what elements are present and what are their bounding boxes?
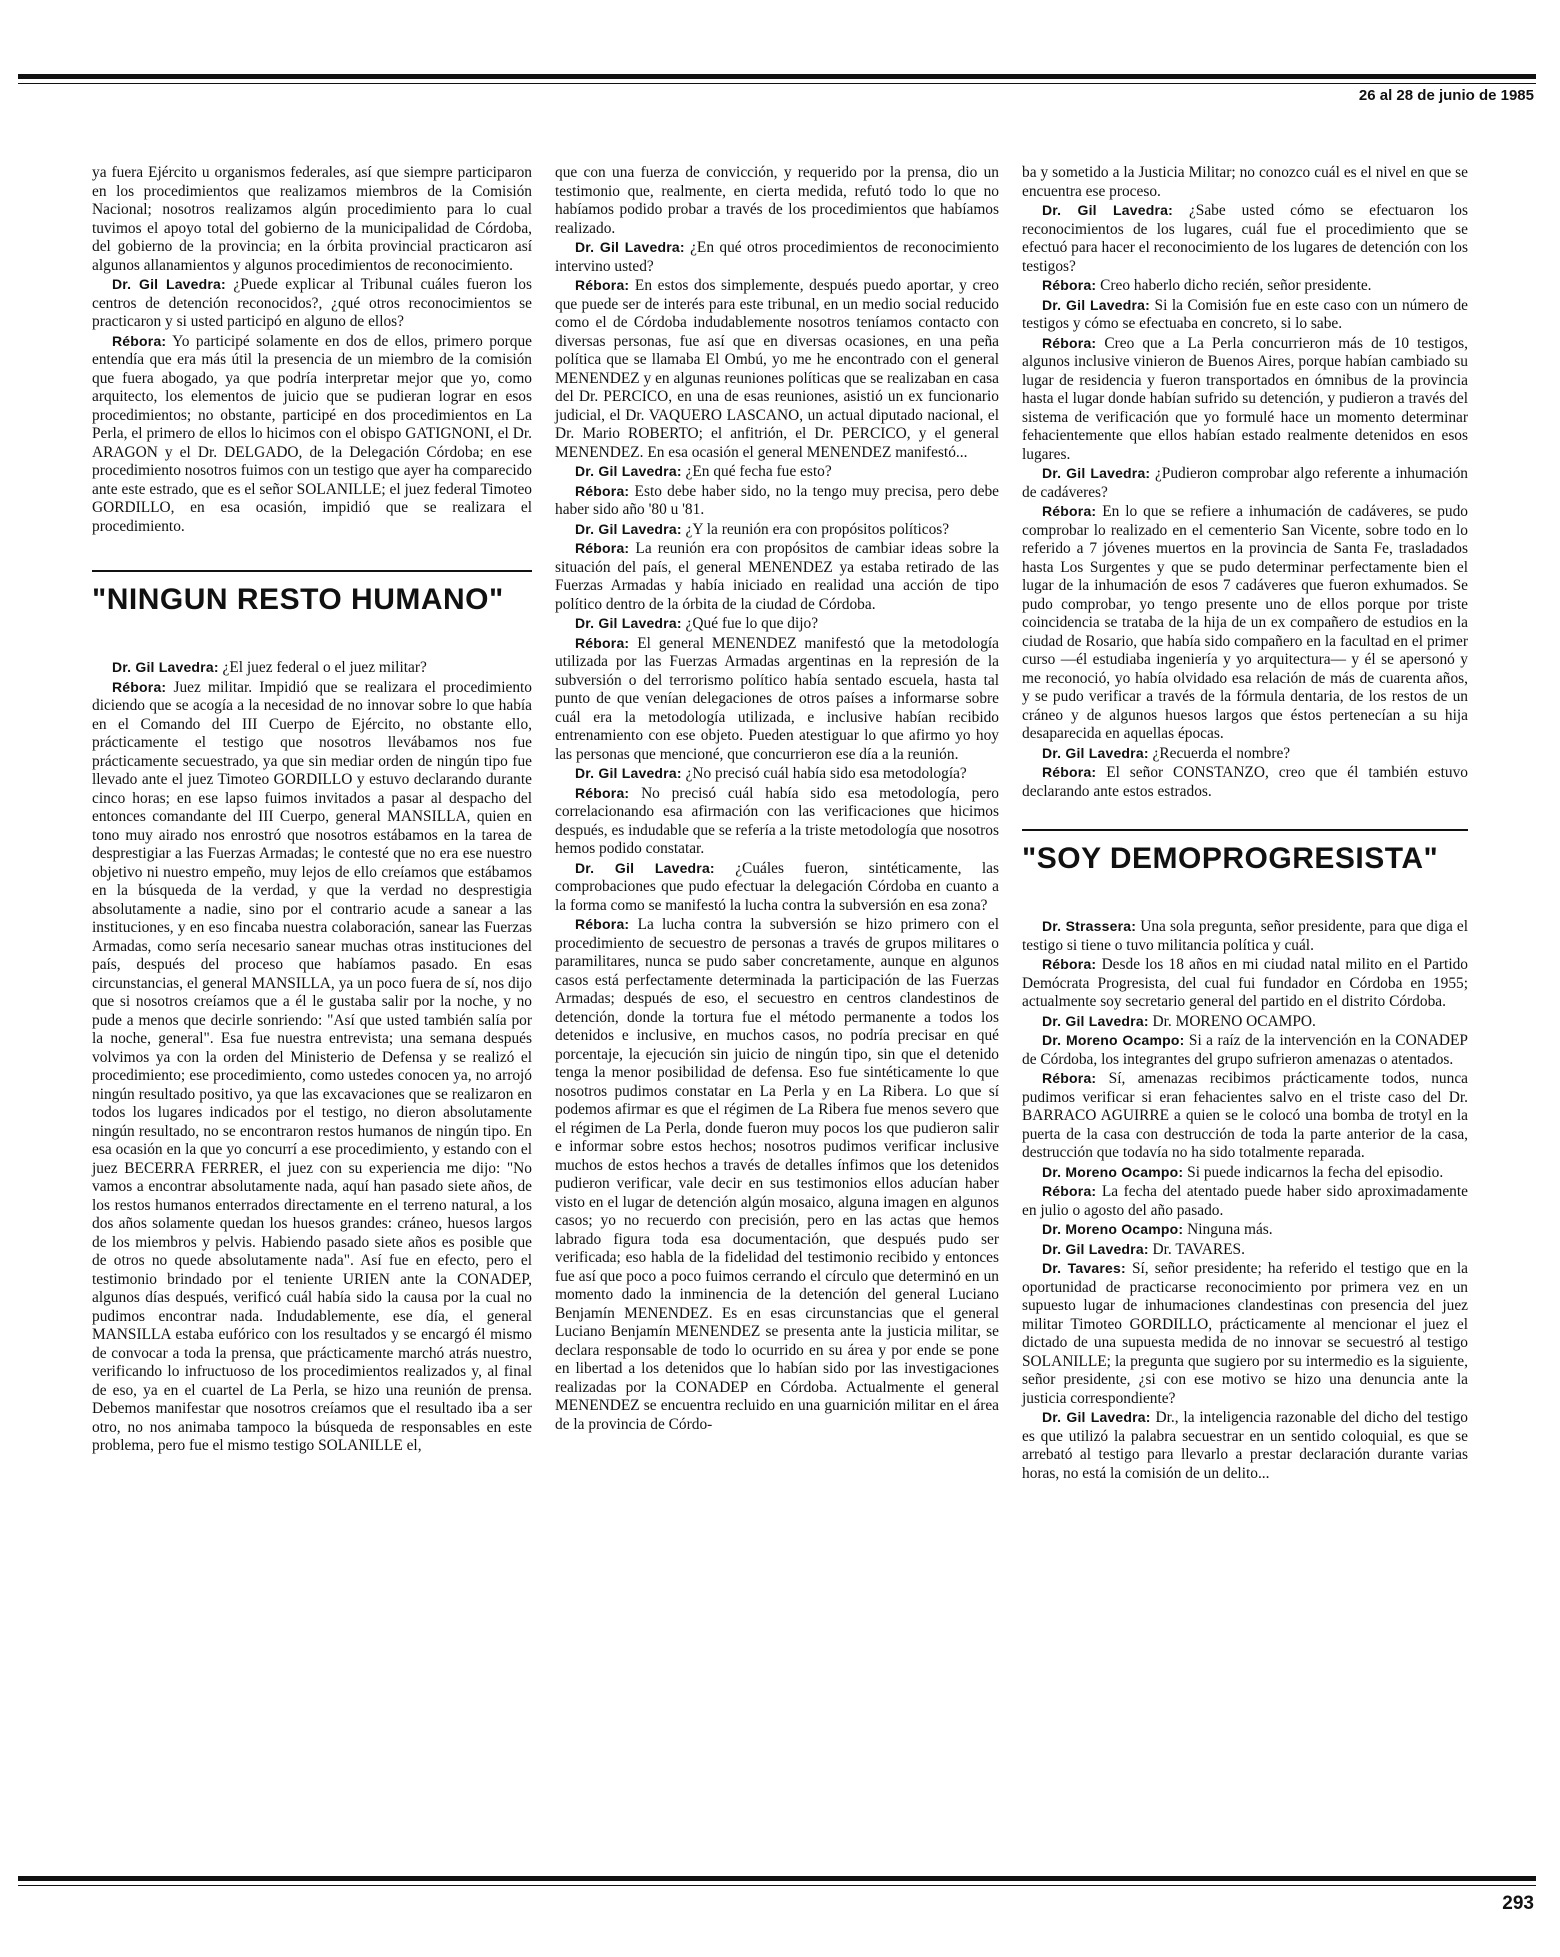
paragraph-text: ¿Sabe usted cómo se efectuaron los reconocimientos de los lugares, cuál fue el procedimiento que se efectuó para hacer el reconocimiento de los lugares de detención con los testigos? (1022, 202, 1468, 275)
paragraph-text: Sí, amenazas recibimos prácticamente todos, nunca pudimos verificar si eran fehacientes salvo en el triste caso del Dr. BARRACO AGUIRRE a quien se le colocó una bomba de trotyl en la puerta de la casa con destrucción de toda la parte anterior de la casa, destrucción que todavía no ha sido totalmente reparada. (1022, 1070, 1468, 1161)
bottom-rule-thin (18, 1885, 1536, 1886)
continued-paragraph (555, 164, 999, 238)
speaker-name: Rébora: (1042, 277, 1097, 293)
testimony-paragraph (1022, 1408, 1468, 1483)
top-rule-thin (18, 83, 1536, 84)
testimony-paragraph (1022, 917, 1468, 955)
speaker-name: Dr. Tavares: (1042, 1260, 1126, 1276)
speaker-name: Rébora: (1042, 956, 1097, 972)
speaker-name: Rébora: (575, 784, 630, 801)
paragraph-text: La lucha contra la subversión se hizo primero con el procedimiento de secuestro de personas a través de grupos militares o paramilitares, nunca se pudo saber concretamente, aunque en algunos casos está perfectamente determinada la participación de las Fuerzas Armadas; después de eso, el secuestro en centros clandestinos de detención, donde la tortura fue el método permanente a todos los detenidos e inclusive, en muchos casos, no podría precisar en qué porcentaje, la ejecución sin juicio de ningún tipo, sin que el detenido tenga la menor posibilidad de defensa. Eso fue sintéticamente lo que nosotros pudimos constatar en La Perla y en La Ribera. Lo que sí podemos afirmar es que el régimen de La Ribera fue menos severo que el régimen de La Perla, donde fueron muy pocos los que pudieron salir e informar sobre estos hechos; nosotros pudimos verificar inclusive muchos de estos hechos a través de detalles ínfimos que los detenidos pudieron verificar, vale decir en sus testimonios ellos aducían haber visto en el lugar de detención algún mosaico, alguna imagen en algunos casos; yo no recuerdo con precisión, pero en las actas que hemos labrado figura toda esa documentación, que después pudo ser verificada; eso habla de la fidelidad del testimonio recibido y entonces fue así que poco a poco fuimos cerrando el círculo que determinó en un momento dado la inminencia de la detención del general Luciano Benjamín MENENDEZ. Es en esas circunstancias que el general Luciano Benjamín MENENDEZ se presenta ante la justicia militar, se declara responsable de todo lo ocurrido en su área y por ende se pone en libertad a los detenidos que lo habían sido por las investigaciones realizadas por la CONADEP en Córdoba. Actualmente el general MENENDEZ se encuentra recluido en una guarnición militar en el área de la provincia de Córdo- (555, 916, 999, 1433)
testimony-paragraph (1022, 201, 1468, 276)
section-heading: "SOY DEMOPROGRESISTA" (1022, 829, 1468, 877)
testimony-paragraph (555, 539, 999, 614)
speaker-name: Rébora: (1042, 334, 1097, 351)
paragraph-text: ¿No precisó cuál había sido esa metodología? (685, 765, 967, 782)
paragraph-text: ba y sometido a la Justicia Militar; no conozco cuál es el nivel en que se encuentra ese proceso. (1022, 164, 1468, 200)
testimony-paragraph (555, 764, 999, 784)
testimony-paragraph (1022, 744, 1468, 764)
speaker-name: Dr. Gil Lavedra: (1042, 1012, 1149, 1029)
continued-paragraph (1022, 164, 1468, 201)
testimony-paragraph (92, 658, 532, 678)
testimony-paragraph (1022, 1031, 1468, 1069)
speaker-name: Rébora: (112, 332, 167, 349)
speaker-name: Dr. Moreno Ocampo: (1042, 1221, 1184, 1237)
testimony-paragraph (1022, 464, 1468, 502)
testimony-paragraph (555, 784, 999, 859)
section-heading: "NINGUN RESTO HUMANO" (92, 570, 532, 618)
speaker-name: Dr. Gil Lavedra: (1042, 465, 1151, 481)
testimony-paragraph (1022, 276, 1468, 296)
testimony-paragraph (1022, 334, 1468, 465)
speaker-name: Dr. Gil Lavedra: (575, 463, 682, 479)
speaker-name: Dr. Gil Lavedra: (112, 276, 226, 292)
testimony-paragraph (1022, 1259, 1468, 1408)
paragraph-text: que con una fuerza de convicción, y requerido por la prensa, dio un testimonio que, realmente, en cierta medida, refutó todo lo que no habíamos podido probar a través de los procedimientos que habíamos realizado. (555, 164, 999, 237)
paragraph-text: ¿Puede explicar al Tribunal cuáles fueron los centros de detención reconocidos?, ¿qué otros reconocimientos se practicaron y si usted participó en alguno de ellos? (92, 276, 532, 330)
testimony-paragraph (1022, 1240, 1468, 1260)
testimony-paragraph (555, 634, 999, 765)
top-rule (18, 74, 1536, 79)
speaker-name: Dr. Gil Lavedra: (1042, 744, 1149, 761)
paragraph-text: Sí, señor presidente; ha referido el testigo que en la oportunidad de practicarse reconocimiento por primera vez en un supuesto lugar de inhumaciones clandestinas con presencia del juez militar Timoteo GORDILLO, prácticamente al mencionar el juez el dictado de una supuesta medida de no innovar se secuestró al testigo SOLANILLE; la pregunta que sugiero por su intermedio es la siguiente, señor presidente, ¿si con ese motivo se hizo una denuncia ante la justicia correspondiente? (1022, 1260, 1468, 1407)
paragraph-text: La reunión era con propósitos de cambiar ideas sobre la situación del país, el general MENENDEZ ya estaba retirado de las Fuerzas Armadas y había iniciado en realidad una acción de tipo político dentro de la órbita de la ciudad de Córdoba. (555, 540, 999, 613)
testimony-paragraph (1022, 763, 1468, 801)
paragraph-text: Desde los 18 años en mi ciudad natal milito en el Partido Demócrata Progresista, del cual fui fundador en Córdoba en 1955; actualmente soy secretario general del partido en el distrito Córdoba. (1022, 956, 1468, 1010)
paragraph-text: ya fuera Ejército u organismos federales, así que siempre participaron en los procedimientos que realizamos miembros de la Comisión Nacional; nosotros realizamos algún procedimiento para lo cual tuvimos el apoyo total del gobierno de la municipalidad de Córdoba, del gobierno de la provincia; en la órbita provincial practicaron así algunos allanamientos y algunos procedimientos de reconocimiento. (92, 164, 532, 274)
paragraph-text: Si a raíz de la intervención en la CONADEP de Córdoba, los integrantes del grupo sufrieron amenazas o atentados. (1022, 1032, 1468, 1068)
testimony-paragraph (1022, 1163, 1468, 1183)
speaker-name: Dr. Gil Lavedra: (112, 659, 219, 675)
speaker-name: Rébora: (575, 540, 630, 556)
paragraph-text: ¿Qué fue lo que dijo? (685, 615, 819, 632)
paragraph-text: Juez militar. Impidió que se realizara el procedimiento diciendo que se acogía a la necesidad de no innovar sobre lo que había en el Comando del III Cuerpo de Ejército, no obstante ello, prácticamente el testigo que nosotros llevábamos nos fue prácticamente secuestrado, ya que sin mediar orden de ningún tipo fue llevado ante el juez Timoteo GORDILLO y estuvo declarando durante cinco horas; en ese lapso fuimos invitados a pasar al despacho del entonces comandante del III Cuerpo, general MANSILLA, quien en tono muy airado nos enrostró que nosotros estábamos en la tarea de desprestigiar a las Fuerzas Armadas; le contesté que no era ese nuestro objetivo ni nuestro empeño, muy lejos de ello creíamos que estábamos en la búsqueda de la verdad, y que la verdad no desprestigia absolutamente a nadie, sino por el contrario acude a sanear a las instituciones, y en eso fincaba nuestra colaboración, sanear las Fuerzas Armadas, como sería necesario sanear muchas otras instituciones del país, después del proceso que habíamos pasado. En esas circunstancias, el general MANSILLA, ya un poco fuera de sí, nos dijo que si nosotros creíamos que a él le gustaba salir por la noche, y no pude a menos que decirle sonriendo: "Así que usted también salía por la noche, general". Esa fue nuestra entrevista; una semana después volvimos ya con la orden del Ministerio de Defensa y se realizó el procedimiento; ese procedimiento, como ustedes conocen ya, no arrojó ningún resultado positivo, ya que las excavaciones que se realizaron en todos los lugares indicados por el testigo, no dieron absolutamente ningún resultado, no se encontraron restos humanos de ningún tipo. En esa ocasión en la que yo concurrí a ese procedimiento, y estando con el juez BECERRA FERRER, el juez con su experiencia me dijo: "No vamos a encontrar absolutamente nada, aquí han pasado siete años, de los restos humanos enterrados directamente en el terreno natural, a los dos años solamente quedan los huesos grandes: cráneo, huesos largos de los miembros y pelvis. Habiendo pasado siete años es posible que de otros no quede absolutamente nada". Así fue en efecto, pero el testimonio brindado por el teniente URIEN ante la CONADEP, algunos días después, verificó cuál había sido la causa por la cual no pudimos encontrar nada. Indudablemente, ese día, el general MANSILLA estaba eufórico con los resultados y se encargó él mismo de convocar a toda la prensa, que prácticamente marchó atrás nuestro, verificando lo infructuoso de los procedimientos realizados y, al final de eso, ya en el cuartel de La Perla, se hizo una reunión de prensa. Debemos manifestar que nosotros creíamos que el resultado iba a ser otro, no nos animaba tampoco la búsqueda de responsables en este problema, pero fue el mismo testigo SOLANILLE el, (92, 678, 532, 1454)
testimony-paragraph (555, 482, 999, 520)
speaker-name: Dr. Gil Lavedra: (575, 859, 715, 876)
speaker-name: Rébora: (1042, 1183, 1097, 1199)
testimony-paragraph (1022, 955, 1468, 1012)
text-column-2 (555, 164, 999, 1434)
speaker-name: Dr. Gil Lavedra: (1042, 1240, 1149, 1257)
testimony-paragraph (555, 276, 999, 462)
testimony-paragraph (1022, 502, 1468, 744)
paragraph-text: ¿Recuerda el nombre? (1152, 744, 1291, 762)
speaker-name: Rébora: (575, 916, 630, 932)
speaker-name: Dr. Gil Lavedra: (1042, 202, 1173, 218)
testimony-paragraph (92, 332, 532, 537)
testimony-paragraph (1022, 1182, 1468, 1220)
paragraph-text: ¿Pudieron comprobar algo referente a inhumación de cadáveres? (1022, 465, 1468, 501)
paragraph-text: En lo que se refiere a inhumación de cadáveres, se pudo comprobar lo realizado en el cementerio San Vicente, sobre todo en lo referido a 7 jóvenes muertos en la provincia de Santa Fe, trasladados hasta Los Surgentes y que se pudo determinar perfectamente bien el lugar de la inhumación de esos 7 cadáveres que fueron exhumados. Se pudo comprobar, yo tengo presente uno de ellos porque por triste coincidencia se trataba de la hija de un ex compañero de estudios en la ciudad de Rosario, que había sido compañero en la facultad en el primer curso —él estudiaba ingeniería y yo arquitectura— y él se apersonó y me reconoció, yo había olvidado esa relación de más de cuarenta años, y se pudo verificar a través de la fórmula dentaria, de los restos de un cráneo y de algunos huesos largos que éstos pertenecían a su hija desaparecida en aquellas épocas. (1022, 503, 1468, 742)
paragraph-text: Dr., la inteligencia razonable del dicho del testigo es que utilizó la palabra secuestrar en un sentido coloquial, es que se arrebató al testigo para llevarlo a prestar declaración durante varias horas, no está la comisión de un delito... (1022, 1409, 1468, 1482)
speaker-name: Dr. Gil Lavedra: (575, 520, 682, 537)
bottom-rule (18, 1876, 1536, 1881)
paragraph-text: Si la Comisión fue en este caso con un número de testigos y cómo se efectuaba en concreto, si lo sabe. (1022, 296, 1468, 332)
speaker-name: Dr. Gil Lavedra: (575, 765, 682, 781)
speaker-name: Dr. Moreno Ocampo: (1042, 1032, 1185, 1048)
speaker-name: Rébora: (1042, 503, 1097, 519)
paragraph-text: No precisó cuál había sido esa metodología, pero correlacionando esa afirmación con las verificaciones que hicimos después, es indudable que se refería a la triste metodología que nosotros hemos podido constatar. (555, 784, 999, 857)
testimony-paragraph (555, 859, 999, 916)
speaker-name: Dr. Strassera: (1042, 918, 1137, 934)
page-number: 293 (1502, 1893, 1534, 1914)
paragraph-text: El general MENENDEZ manifestó que la metodología utilizada por las Fuerzas Armadas argentinas en la represión de la subversión o del terrorismo político había sentado escuela, hasta tal punto de que venían delegaciones de otros países a informarse sobre cuál era la metodología utilizada, e inclusive habían recibido entrenamiento con ese objeto. Pueden atestiguar lo que afirmo yo hoy las personas que mencioné, que concurrieron ese día a la reunión. (555, 634, 1000, 763)
speaker-name: Rébora: (112, 678, 167, 695)
testimony-paragraph (1022, 1012, 1468, 1032)
paragraph-text: Creo que a La Perla concurrieron más de 10 testigos, algunos inclusive vinieron de Buenos Aires, porque habían cambiado su lugar de residencia y fueron transportados en ómnibus de la provincia hasta el lugar donde habían sufrido su detención, y pudieron a través del sistema de verificación que yo formulé hace un momento determinar fehacientemente que ellos habían estado realmente detenidos en esos lugares. (1022, 334, 1468, 463)
speaker-name: Dr. Gil Lavedra: (1042, 296, 1150, 313)
testimony-paragraph (92, 275, 532, 332)
paragraph-text: Una sola pregunta, señor presidente, para que diga el testigo si tiene o tuvo militancia política y cuál. (1022, 918, 1468, 954)
speaker-name: Rébora: (575, 277, 630, 293)
testimony-paragraph (92, 678, 532, 1456)
paragraph-text: ¿El juez federal o el juez militar? (222, 659, 427, 676)
paragraph-text: ¿En qué otros procedimientos de reconocimiento intervino usted? (555, 239, 999, 275)
paragraph-text: ¿Y la reunión era con propósitos políticos? (685, 520, 950, 538)
testimony-paragraph (1022, 296, 1468, 334)
paragraph-text: Yo participé solamente en dos de ellos, primero porque entendía que era más útil la presencia de un miembro de la comisión que fuera abogado, ya que podría interpretar mejor que yo, como arquitecto, los elementos de juicio que se pudieran lograr en esos procedimientos; no obstante, participé en dos procedimientos en La Perla, el primero de ellos lo hicimos con el obispo GATIGNONI, el Dr. ARAGON y el Dr. DELGADO, de la Delegación Córdoba; en ese procedimiento nosotros fuimos con un testigo que ayer ha comparecido ante este estrado, que es el señor SOLANILLE; el juez federal Timoteo GORDILLO, en esa ocasión, impidió que se realizara el procedimiento. (92, 332, 532, 535)
speaker-name: Dr. Gil Lavedra: (1042, 1409, 1151, 1425)
testimony-paragraph (555, 520, 999, 540)
speaker-name: Rébora: (575, 634, 630, 651)
paragraph-text: Creo haberlo dicho recién, señor presidente. (1100, 277, 1372, 294)
issue-date: 26 al 28 de junio de 1985 (1358, 87, 1534, 104)
continued-paragraph (92, 164, 532, 275)
paragraph-text: ¿Cuáles fueron, sintéticamente, las comprobaciones que pudo efectuar la delegación Córdoba en cuanto a la forma como se manifestó la lucha contra la subversión en esa zona? (555, 859, 999, 914)
speaker-name: Dr. Gil Lavedra: (575, 615, 682, 631)
paragraph-text: La fecha del atentado puede haber sido aproximadamente en julio o agosto del año pasado. (1022, 1183, 1468, 1219)
speaker-name: Rébora: (1042, 764, 1097, 780)
speaker-name: Rébora: (575, 482, 630, 499)
speaker-name: Rébora: (1042, 1070, 1097, 1086)
text-column-3 (1022, 164, 1468, 1483)
paragraph-text: Dr. TAVARES. (1152, 1240, 1245, 1258)
testimony-paragraph (1022, 1220, 1468, 1240)
text-column-1 (92, 164, 532, 1456)
paragraph-text: Dr. MORENO OCAMPO. (1152, 1012, 1316, 1030)
testimony-paragraph (555, 915, 999, 1434)
speaker-name: Dr. Gil Lavedra: (575, 239, 685, 255)
paragraph-text: Esto debe haber sido, no la tengo muy precisa, pero debe haber sido año '80 u '81. (555, 482, 999, 518)
testimony-paragraph (555, 238, 999, 276)
testimony-paragraph (1022, 1069, 1468, 1163)
paragraph-text: Si puede indicarnos la fecha del episodio. (1187, 1163, 1444, 1181)
speaker-name: Dr. Moreno Ocampo: (1042, 1163, 1184, 1180)
testimony-paragraph (555, 614, 999, 634)
paragraph-text: ¿En qué fecha fue esto? (685, 463, 832, 480)
paragraph-text: En estos dos simplemente, después puedo aportar, y creo que puede ser de interés para este tribunal, en un medio social reducido como el de Córdoba indudablemente nosotros teníamos contacto con diversas personas, fue así que en diversas ocasiones, en una peña política que se llamaba El Ombú, yo me he encontrado con el general MENENDEZ y en algunas reuniones políticas que se realizaban en casa del Dr. PERCICO, en una de esas reuniones, asistió un ex funcionario judicial, el Dr. VAQUERO LASCANO, un actual diputado nacional, el Dr. Mario ROBERTO; el anfitrión, el Dr. PERCICO, y el general MENENDEZ. En esa ocasión el general MENENDEZ manifestó... (555, 277, 999, 461)
paragraph-text: El señor CONSTANZO, creo que él también estuvo declarando ante estos estrados. (1022, 764, 1468, 800)
paragraph-text: Ninguna más. (1187, 1221, 1273, 1238)
testimony-paragraph (555, 462, 999, 482)
